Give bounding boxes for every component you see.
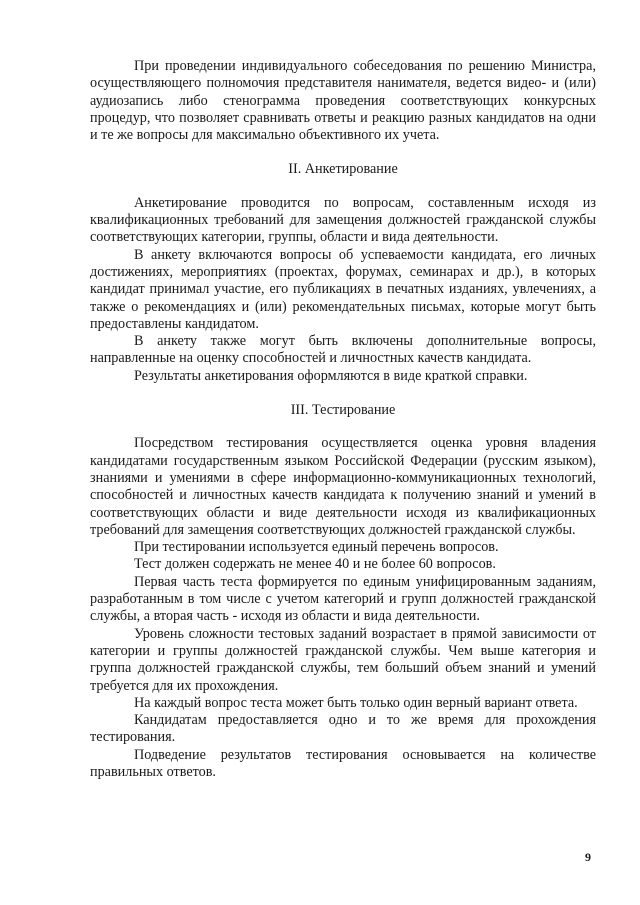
section-heading-questionnaire: II. Анкетирование (288, 161, 398, 178)
paragraph: Кандидатам предоставляется одно и то же время для прохождения тестирования. (90, 712, 596, 746)
paragraph: Анкетирование проводится по вопросам, составленным исходя из квалификационных требований для замещения должностей гражданской службы соответствующих категории, группы, области и вида деятельности. (90, 194, 596, 246)
document-page (90, 58, 596, 781)
section-heading-testing: III. Тестирование (290, 402, 396, 419)
paragraph: Посредством тестирования осуществляется оценка уровня владения кандидатами государственным языком Российской Федерации (русским языком), знаниями и умениями в сфере информационно-коммуникационных технологий, способностей и личностных качеств кандидата к получению знаний и умений в соответствующих области и виде деятельности исходя из квалификационных требований для замещения соответствующих должностей гражданской службы. (90, 435, 596, 538)
paragraph: Первая часть теста формируется по единым унифицированным заданиям, разработанным в том числе с учетом категорий и групп должностей гражданской службы, а вторая часть - исходя из области и вида деятельности. (90, 573, 596, 625)
paragraph: Уровень сложности тестовых заданий возрастает в прямой зависимости от категории и группы должностей гражданской службы. Чем выше категория и группа должностей гражданской службы, тем больший объем знаний и умений требуется для их прохождения. (90, 625, 596, 694)
paragraph: Тест должен содержать не менее 40 и не более 60 вопросов. (134, 556, 496, 573)
paragraph: При проведении индивидуального собеседования по решению Министра, осуществляющего полномочия представителя нанимателя, ведется видео- и (или) аудиозапись либо стенограмма проведения соответствующих конкурсных процедур, что позволяет сравнивать ответы и реакцию разных кандидатов на одни и те же вопросы для максимально объективного их учета. (90, 58, 596, 144)
paragraph: В анкету также могут быть включены дополнительные вопросы, направленные на оценку способностей и личностных качеств кандидата. (90, 333, 596, 367)
paragraph: В анкету включаются вопросы об успеваемости кандидата, его личных достижениях, мероприятиях (проектах, форумах, семинарах и др.), в которых кандидат принимал участие, его публикациях в печатных изданиях, увлечениях, а также о рекомендациях и (или) рекомендательных письмах, которые могут быть предоставлены кандидатом. (90, 246, 596, 332)
paragraph: Подведение результатов тестирования основывается на количестве правильных ответов. (90, 746, 596, 780)
paragraph: Результаты анкетирования оформляются в виде краткой справки. (134, 367, 528, 384)
paragraph: При тестировании используется единый перечень вопросов. (134, 539, 499, 556)
page-number: 9 (585, 850, 591, 864)
paragraph: На каждый вопрос теста может быть только один верный вариант ответа. (134, 694, 578, 711)
